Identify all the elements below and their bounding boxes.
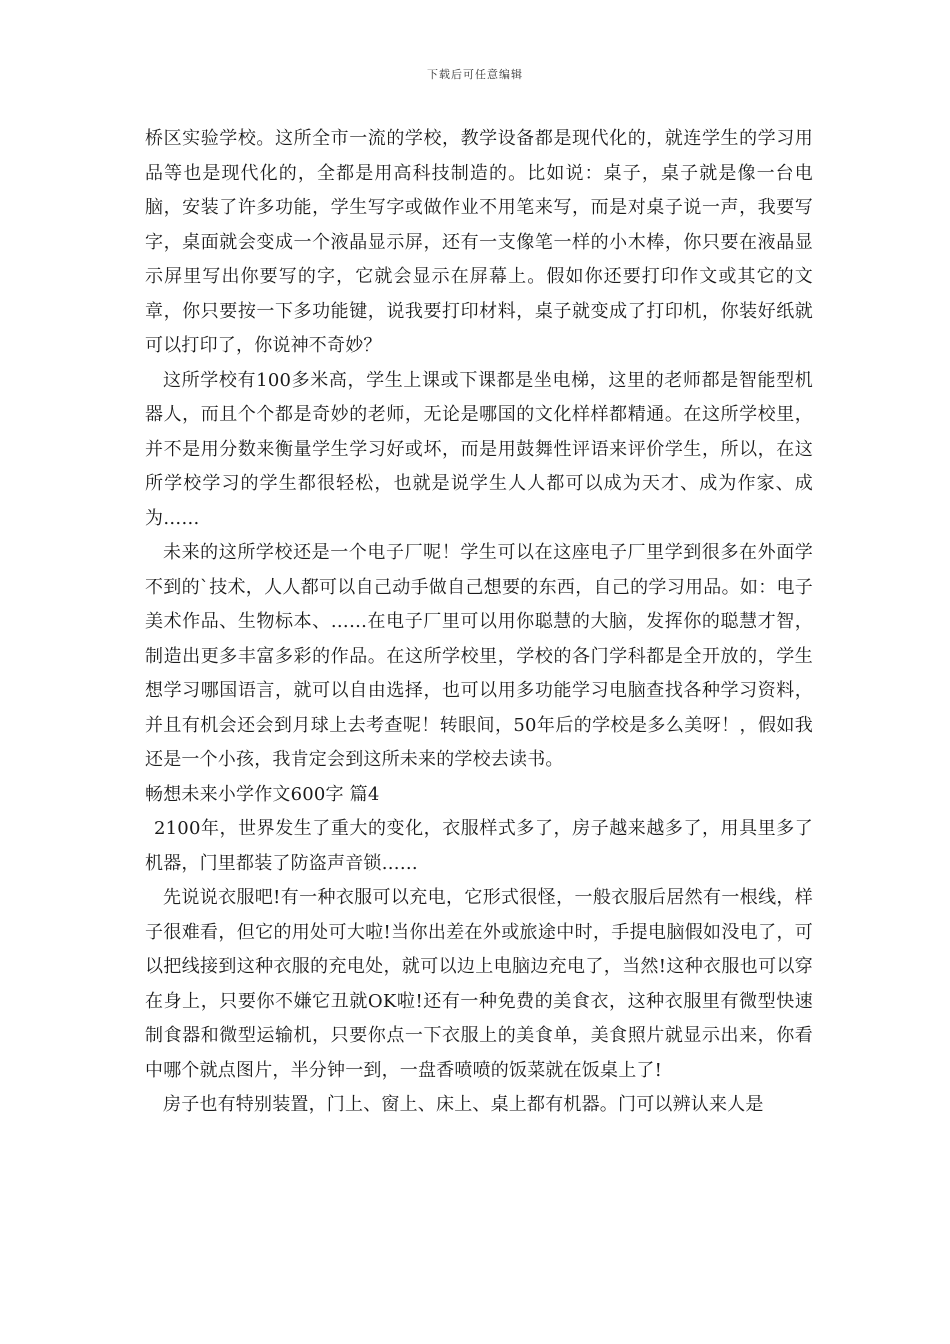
- paragraph-4: 2100年，世界发生了重大的变化，衣服样式多了，房子越来越多了，用具里多了机器，门里都装了防盗声音锁……: [145, 818, 813, 874]
- paragraph-6: 房子也有特别装置，门上、窗上、床上、桌上都有机器。门可以辨认来人是: [163, 1094, 764, 1115]
- paragraph-2: 这所学校有100多米高，学生上课或下课都是坐电梯，这里的老师都是智能型机器人，而且个个都是奇妙的老师，无论是哪国的文化样样都精通。在这所学校里，并不是用分数来衡量学生学习好或坏，而是用鼓舞性评语来评价学生，所以，在这所学校学习的学生都很轻松，也就是说学生人人都可以成为天才、成为作家、成为……: [145, 369, 813, 529]
- paragraph-1: 桥区实验学校。这所全市一流的学校，教学设备都是现代化的，就连学生的学习用品等也是现代化的，全都是用高科技制造的。比如说：桌子，桌子就是像一台电脑，安装了许多功能，学生写字或做作业不用笔来写，而是对桌子说一声，我要写字，桌面就会变成一个液晶显示屏，还有一支像笔一样的小木棒，你只要在液晶显示屏里写出你要写的字，它就会显示在屏幕上。假如你还要打印作文或其它的文章，你只要按一下多功能键，说我要打印材料，桌子就变成了打印机，你装好纸就可以打印了，你说神不奇妙？: [145, 128, 813, 356]
- page-header: 下载后可任意编辑: [427, 68, 523, 81]
- section-heading: 畅想未来小学作文600字 篇4: [145, 783, 380, 805]
- paragraph-3: 未来的这所学校还是一个电子厂呢！学生可以在这座电子厂里学到很多在外面学不到的`技术，人人都可以自己动手做自己想要的东西，自己的学习用品。如：电子美术作品、生物标本、……在电子厂里可以用你聪慧的大脑，发挥你的聪慧才智，制造出更多丰富多彩的作品。在这所学校里，学校的各门学科都是全开放的，学生想学习哪国语言，就可以自由选择，也可以用多功能学习电脑查找各种学习资料，并且有机会还会到月球上去考查呢！转眼间，50年后的学校是多么美呀！，假如我还是一个小孩，我肯定会到这所未来的学校去读书。: [145, 542, 813, 770]
- article-body: [145, 122, 813, 1123]
- paragraph-5: 先说说衣服吧!有一种衣服可以充电，它形式很怪，一般衣服后居然有一根线，样子很难看，但它的用处可大啦!当你出差在外或旅途中时，手提电脑假如没电了，可以把线接到这种衣服的充电处，就可以边上电脑边充电了，当然!这种衣服也可以穿在身上，只要你不嫌它丑就OK啦!还有一种免费的美食衣，这种衣服里有微型快速制食器和微型运输机，只要你点一下衣服上的美食单，美食照片就显示出来，你看中哪个就点图片，半分钟一到，一盘香喷喷的饭菜就在饭桌上了!: [145, 887, 813, 1081]
